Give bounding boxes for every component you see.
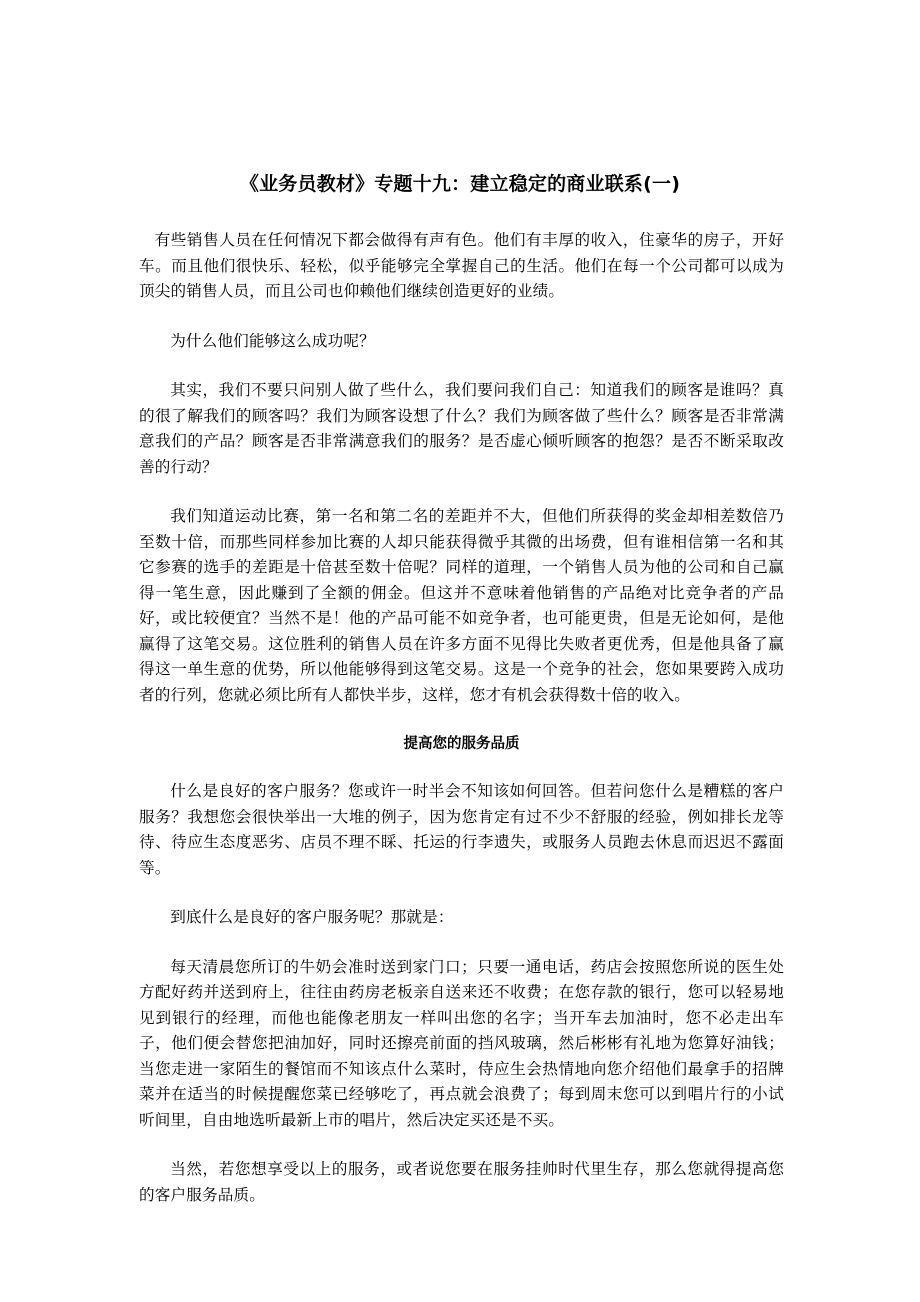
paragraph: 当然，若您想享受以上的服务，或者说您要在服务挂帅时代里生存，那么您就得提高您的客户服务品质。: [139, 1160, 784, 1204]
paragraph: 什么是良好的客户服务？您或许一时半会不知该如何回答。但若问您什么是糟糕的客户服务？我想您会很快举出一大堆的例子，因为您肯定有过不少不舒服的经验，例如排长龙等待、待应生态度恶劣、店员不理不睬、托运的行李遗失，或服务人员跑去休息而迟迟不露面等。: [139, 782, 784, 877]
paragraph: 其实，我们不要只问别人做了些什么，我们要问我们自己：知道我们的顾客是谁吗？真的很了解我们的顾客吗？我们为顾客设想了什么？我们为顾客做了些什么？顾客是否非常满意我们的产品？顾客是否非常满意我们的服务？是否虚心倾听顾客的抱怨？是否不断采取改善的行动？: [139, 381, 784, 476]
paragraph: 每天清晨您所订的牛奶会准时送到家门口；只要一通电话，药店会按照您所说的医生处方配好药并送到府上，往往由药房老板亲自送来还不收费；在您存款的银行，您可以轻易地见到银行的经理，而他也能像老朋友一样叫出您的名字；当开车去加油时，您不必走出车子，他们便会替您把油加好，同时还擦亮前面的挡风玻璃，然后彬彬有礼地为您算好油钱；当您走进一家陌生的餐馆而不知该点什么菜时，侍应生会热情地向您介绍他们最拿手的招牌菜并在适当的时候提醒您菜已经够吃了，再点就会浪费了；每到周末您可以到唱片行的小试听间里，自由地选听最新上市的唱片，然后决定买还是不买。: [139, 957, 784, 1129]
paragraph: 为什么他们能够这么成功呢？: [170, 331, 375, 350]
paragraph: 有些销售人员在任何情况下都会做得有声有色。他们有丰厚的收入，住豪华的房子，开好车。而且他们很快乐、轻松，似乎能够完全掌握自己的生活。他们在每一个公司都可以成为顶尖的销售人员，而且公司也仰赖他们继续创造更好的业绩。: [139, 231, 784, 300]
document-title: 《业务员教材》专题十九：建立稳定的商业联系(一): [239, 173, 681, 195]
section-heading: 提高您的服务品质: [403, 736, 520, 752]
paragraph: 到底什么是良好的客户服务呢？那就是：: [170, 908, 454, 926]
document-body: [139, 228, 784, 1232]
paragraph: 我们知道运动比赛，第一名和第二名的差距并不大，但他们所获得的奖金却相差数倍乃至数十倍，而那些同样参加比赛的人却只能获得微乎其微的出场费，但有谁相信第一名和其它参赛的选手的差距是十倍甚至数十倍呢？同样的道理，一个销售人员为他的公司和自己赢得一笔生意，因此赚到了全额的佣金。但这并不意味着他销售的产品绝对比竞争者的产品好，或比较便宜？当然不是！他的产品可能不如竞争者，也可能更贵，但是无论如何，是他赢得了这笔交易。这位胜利的销售人员在许多方面不见得比失败者更优秀，但是他具备了赢得这一单生意的优势，所以他能够得到这笔交易。这是一个竞争的社会，您如果要跨入成功者的行列，您就必须比所有人都快半步，这样，您才有机会获得数十倍的收入。: [139, 507, 784, 704]
